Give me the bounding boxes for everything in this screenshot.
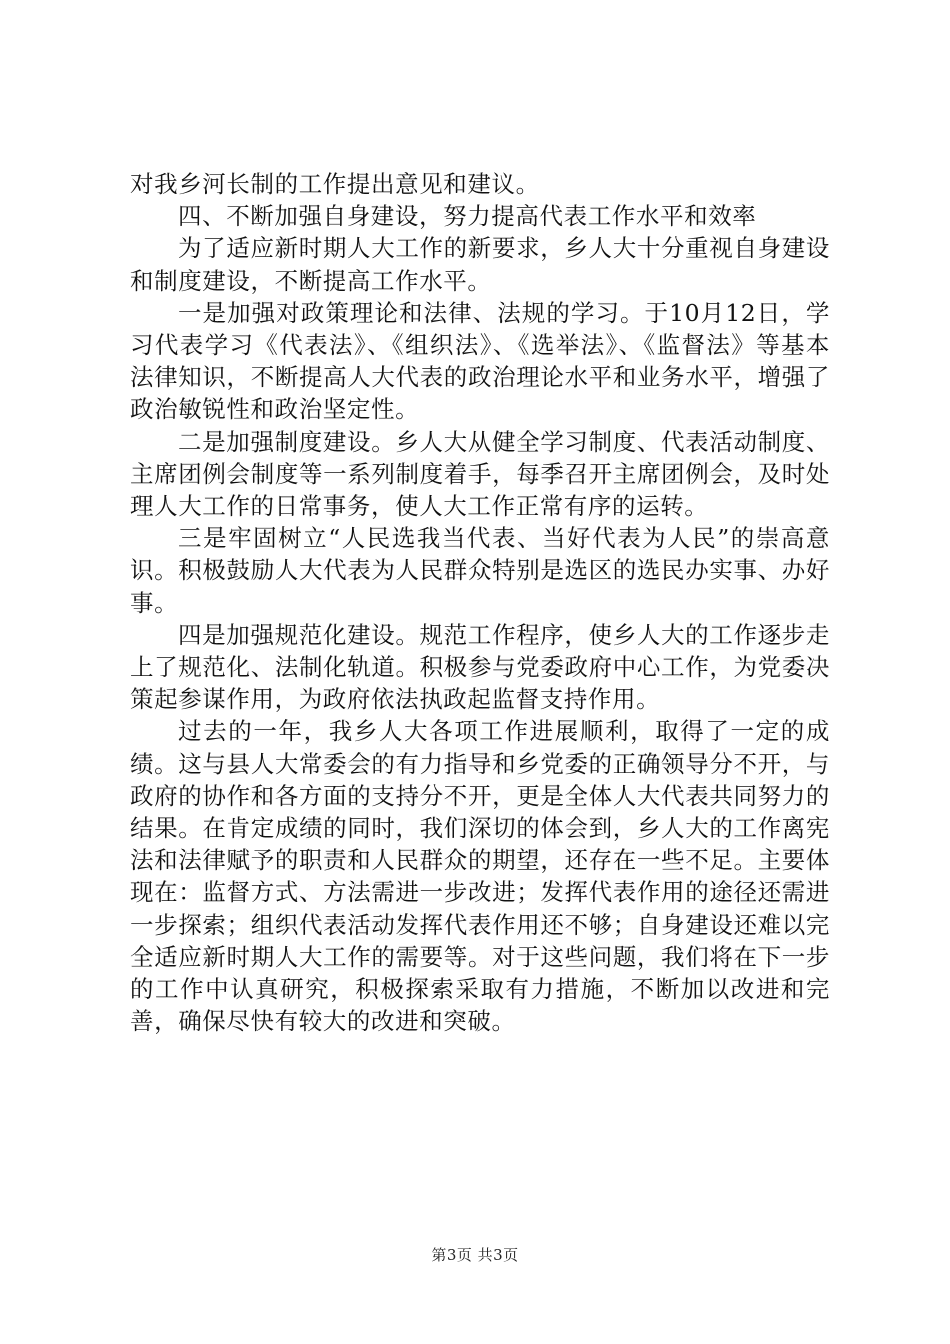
document-body bbox=[130, 168, 830, 1037]
paragraph: 一是加强对政策理论和法律、法规的学习。于10月12日，学习代表学习《代表法》、《组织法》、《选举法》、《监督法》等基本法律知识，不断提高人大代表的政治理论水平和业务水平，增强了政治敏锐性和政治坚定性。 bbox=[130, 298, 830, 424]
page-footer: 第3页 共3页 bbox=[431, 1246, 519, 1264]
paragraph: 过去的一年，我乡人大各项工作进展顺利，取得了一定的成绩。这与县人大常委会的有力指导和乡党委的正确领导分不开，与政府的协作和各方面的支持分不开，更是全体人大代表共同努力的结果。在肯定成绩的同时，我们深切的体会到，乡人大的工作离宪法和法律赋予的职责和人民群众的期望，还存在一些不足。主要体现在：监督方式、方法需进一步改进；发挥代表作用的途径还需进一步探索；组织代表活动发挥代表作用还不够；自身建设还难以完全适应新时期人大工作的需要等。对于这些问题，我们将在下一步的工作中认真研究，积极探索采取有力措施，不断加以改进和完善，确保尽快有较大的改进和突破。 bbox=[130, 717, 830, 1036]
paragraph: 四是加强规范化建设。规范工作程序，使乡人大的工作逐步走上了规范化、法制化轨道。积极参与党委政府中心工作，为党委决策起参谋作用，为政府依法执政起监督支持作用。 bbox=[130, 620, 830, 714]
section-heading: 四、不断加强自身建设，努力提高代表工作水平和效率 bbox=[178, 202, 757, 231]
paragraph: 二是加强制度建设。乡人大从健全学习制度、代表活动制度、主席团例会制度等一系列制度着手，每季召开主席团例会，及时处理人大工作的日常事务，使人大工作正常有序的运转。 bbox=[130, 427, 830, 521]
paragraph: 三是牢固树立“人民选我当代表、当好代表为人民”的崇高意识。积极鼓励人大代表为人民群众特别是选区的选民办实事、办好事。 bbox=[130, 524, 830, 617]
paragraph: 为了适应新时期人大工作的新要求，乡人大十分重视自身建设和制度建设，不断提高工作水平。 bbox=[130, 234, 830, 295]
paragraph-continuation: 对我乡河长制的工作提出意见和建议。 bbox=[130, 170, 540, 198]
